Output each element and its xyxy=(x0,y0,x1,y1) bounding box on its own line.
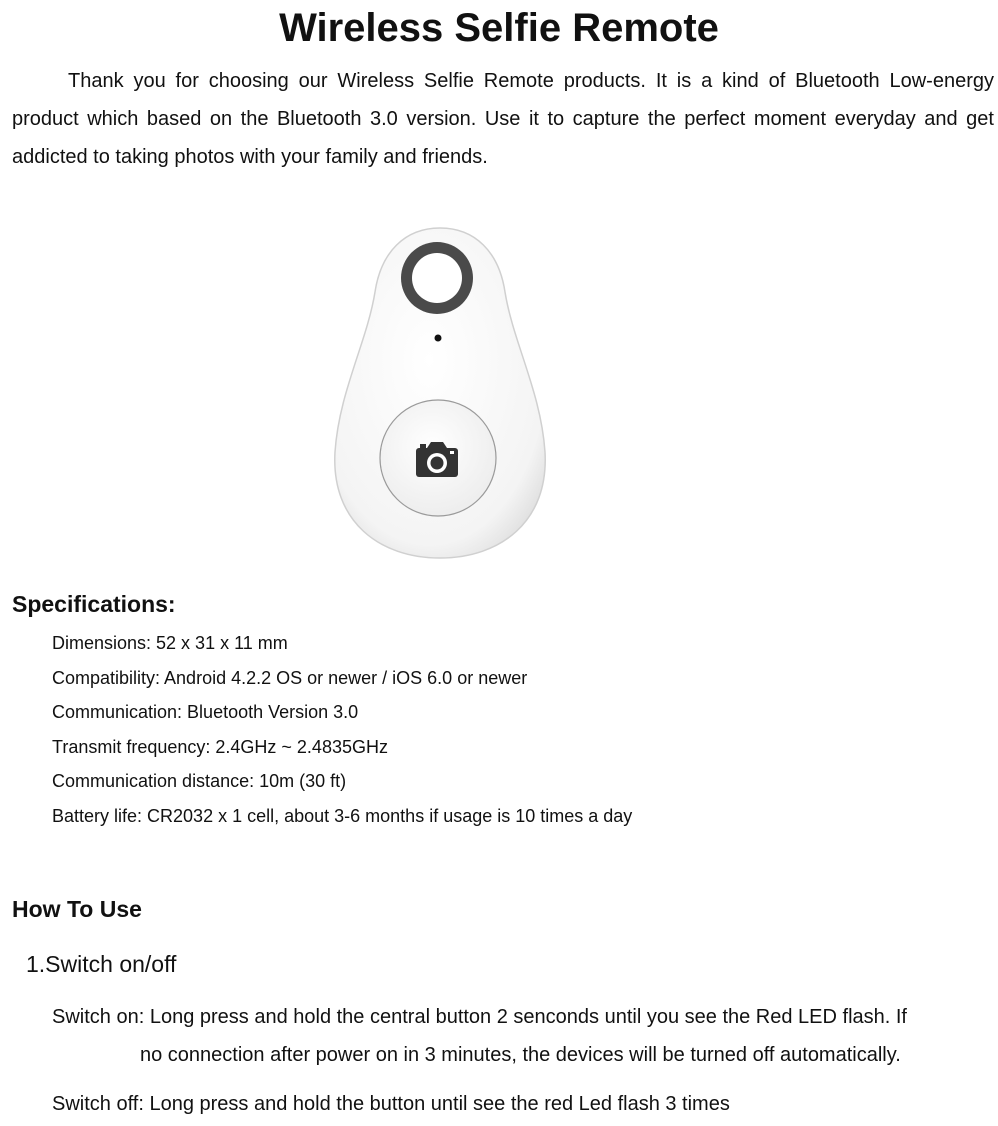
how-to-use-heading: How To Use xyxy=(12,896,142,922)
selfie-remote-image xyxy=(325,222,555,567)
spec-communication: Communication: Bluetooth Version 3.0 xyxy=(52,702,359,722)
selfie-remote-illustration xyxy=(325,222,555,567)
spec-dimensions: Dimensions: 52 x 31 x 11 mm xyxy=(52,633,288,653)
spec-battery-life: Battery life: CR2032 x 1 cell, about 3-6 months if usage is 10 times a day xyxy=(52,805,633,826)
led-indicator xyxy=(435,335,442,342)
switch-off-paragraph: Switch off: Long press and hold the button until see the red Led flash 3 times xyxy=(52,1093,730,1115)
spec-transmit-frequency: Transmit frequency: 2.4GHz ~ 2.4835GHz xyxy=(52,736,388,757)
specifications-list xyxy=(52,628,632,835)
switch-on-line2: no connection after power on in 3 minutes, the devices will be turned off automatically. xyxy=(140,1044,901,1066)
spec-compatibility: Compatibility: Android 4.2.2 OS or newer / iOS 6.0 or newer xyxy=(52,667,528,688)
specifications-heading: Specifications: xyxy=(12,591,176,617)
page-title: Wireless Selfie Remote xyxy=(279,6,719,50)
intro-paragraph: Thank you for choosing our Wireless Selfie Remote products. It is a kind of Bluetooth Low-energy product which based on the Bluetooth 3.0 version. Use it to capture the perfect moment everyday and get addicted to taking photos with your family and friends. xyxy=(12,70,994,168)
switch-on-line1: Switch on: Long press and hold the central button 2 senconds until you see the Red LED flash. If xyxy=(52,1006,907,1028)
step1-title: 1.Switch on/off xyxy=(26,951,177,977)
switch-on-paragraph xyxy=(52,998,907,1074)
spec-communication-distance: Communication distance: 10m (30 ft) xyxy=(52,771,347,791)
